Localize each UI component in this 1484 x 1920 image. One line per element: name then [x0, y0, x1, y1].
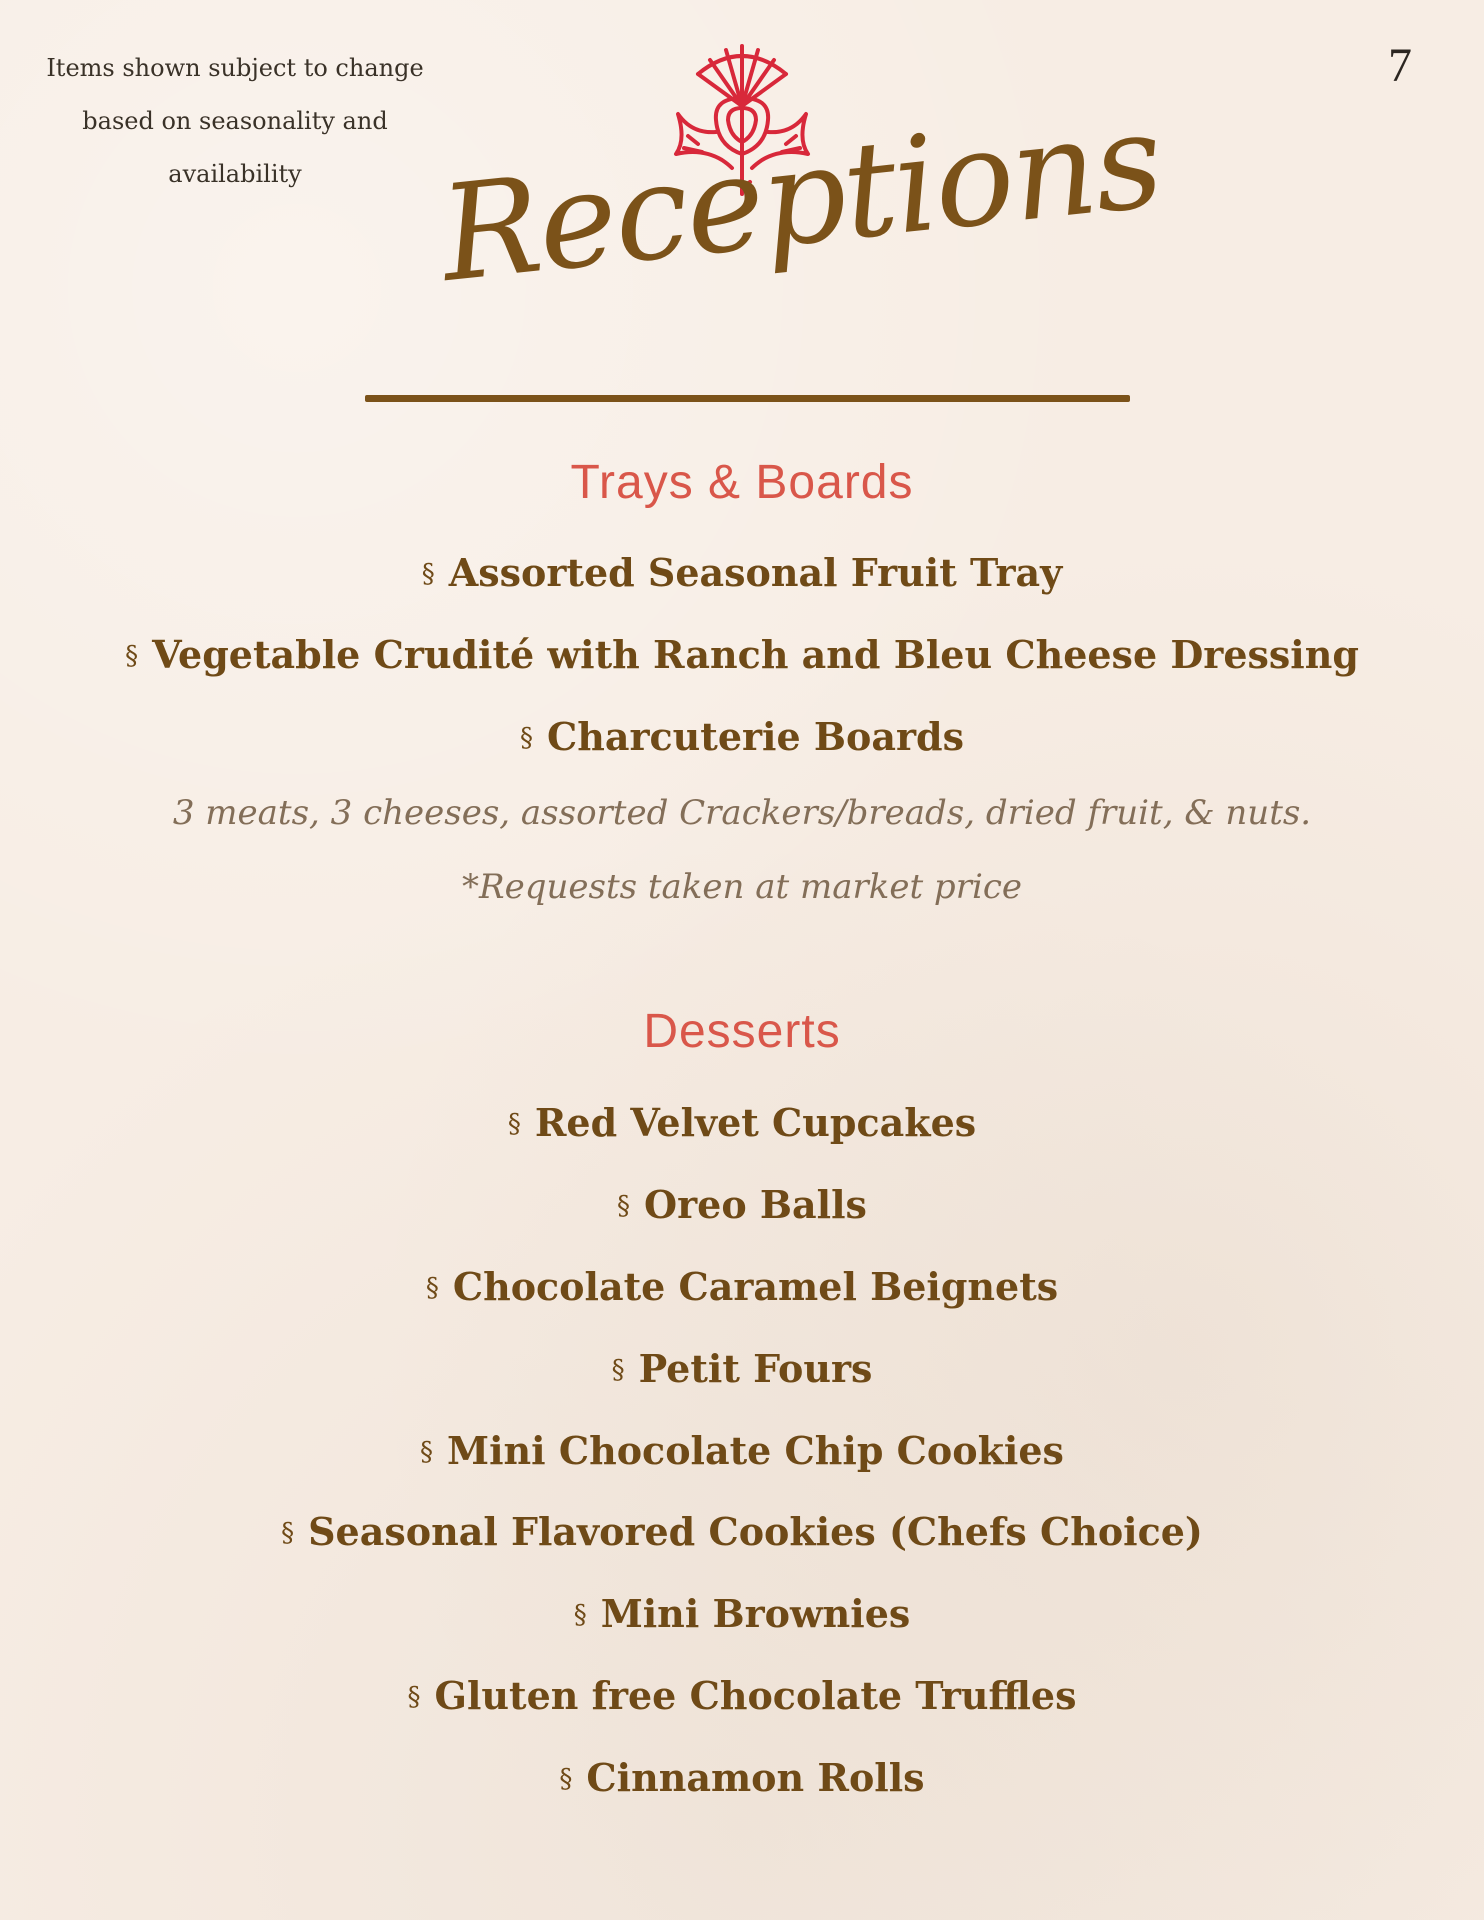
availability-note-line: availability	[168, 160, 302, 188]
menu-item-label: Petit Fours	[638, 1346, 873, 1391]
menu-item-label: Oreo Balls	[644, 1182, 867, 1227]
bullet-icon: §	[507, 1109, 521, 1139]
bullet-icon: §	[407, 1682, 421, 1712]
menu-item-label: Cinnamon Rolls	[586, 1755, 925, 1800]
menu-item-label: Charcuterie Boards	[547, 714, 964, 759]
title-divider	[365, 395, 1130, 402]
bullet-icon: §	[559, 1764, 573, 1794]
menu-item	[0, 714, 1484, 759]
menu-item-label: Gluten free Chocolate Truffles	[434, 1673, 1077, 1718]
page-title	[430, 83, 1168, 400]
menu-item-label: Chocolate Caramel Beignets	[452, 1264, 1059, 1309]
availability-note	[40, 42, 430, 201]
bullet-icon: §	[520, 723, 534, 753]
menu-item	[0, 632, 1484, 677]
menu-item-label: Vegetable Crudité with Ranch and Bleu Cheese Dressing	[152, 632, 1359, 677]
menu-item-label: Mini Chocolate Chip Cookies	[447, 1428, 1064, 1473]
bullet-icon: §	[573, 1600, 587, 1630]
bullet-icon: §	[425, 1273, 439, 1303]
menu-item	[0, 1591, 1484, 1636]
bullet-icon: §	[617, 1191, 631, 1221]
menu-item-label: Assorted Seasonal Fruit Tray	[448, 550, 1063, 595]
menu-item	[0, 550, 1484, 595]
menu-item	[0, 1182, 1484, 1227]
menu-item-label: Seasonal Flavored Cookies (Chefs Choice)	[308, 1509, 1203, 1554]
menu-item	[0, 1509, 1484, 1554]
page-number: 7	[1388, 39, 1412, 92]
market-price-note: *Requests taken at market price	[462, 867, 1022, 907]
bullet-icon: §	[421, 559, 435, 589]
menu-item	[0, 1673, 1484, 1718]
bullet-icon: §	[420, 1437, 434, 1467]
bullet-icon: §	[125, 641, 139, 671]
menu-item	[0, 1100, 1484, 1145]
bullet-icon: §	[281, 1518, 295, 1548]
availability-note-line: Items shown subject to change	[46, 54, 424, 82]
menu-item	[0, 1346, 1484, 1391]
menu-item	[0, 1428, 1484, 1473]
charcuterie-description: 3 meats, 3 cheeses, assorted Crackers/breads, dried fruit, & nuts.	[172, 793, 1312, 833]
bullet-icon: §	[611, 1355, 625, 1385]
section-heading-desserts: Desserts	[643, 1005, 841, 1058]
menu-item	[0, 1755, 1484, 1800]
menu-item-label: Mini Brownies	[600, 1591, 911, 1636]
availability-note-line: based on seasonality and	[82, 107, 388, 135]
menu-item-label: Red Velvet Cupcakes	[534, 1100, 977, 1145]
menu-item	[0, 1264, 1484, 1309]
page-title-text: Receptions	[433, 83, 1168, 312]
section-heading-trays: Trays & Boards	[570, 456, 914, 509]
